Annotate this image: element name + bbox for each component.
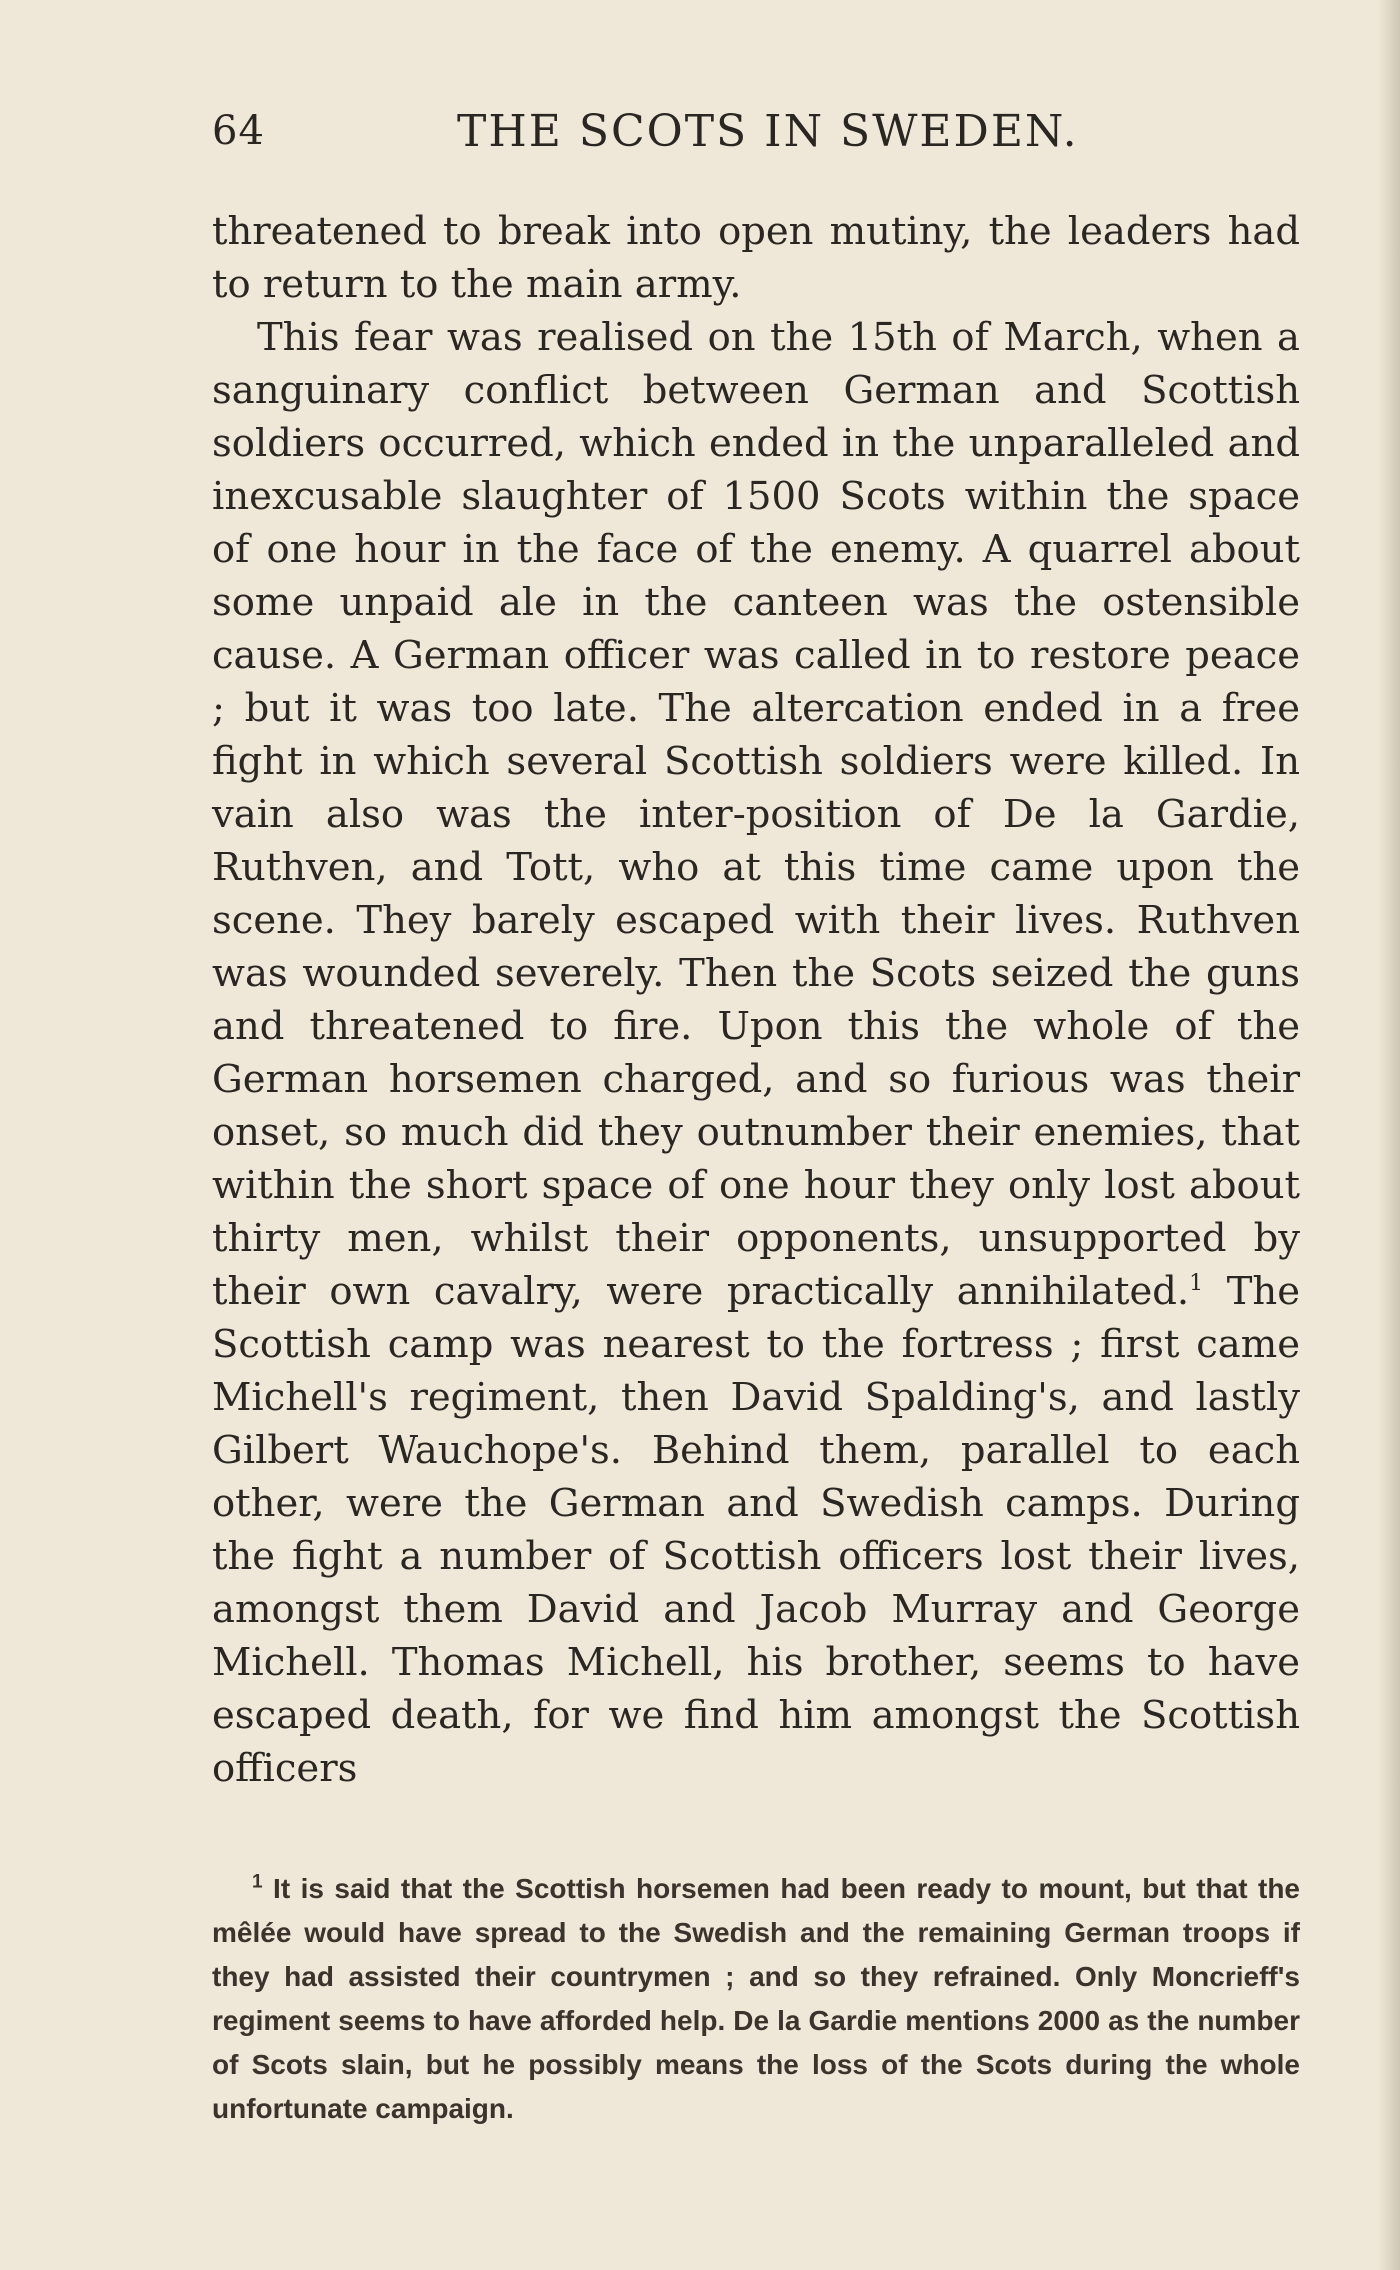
paragraph-continuation: threatened to break into open mutiny, the leaders had to return to the main army.: [212, 209, 1300, 307]
paragraph-march-conflict: [212, 311, 1300, 1795]
page-number: 64: [212, 108, 265, 154]
paragraph-text-main: This fear was realised on the 15th of March, when a sanguinary conflict between German and Scottish soldiers occurred, which ended in the unparalleled and inexcusable slaughter of 1500 Scots within the space of one hour in the face of the enemy. A quarrel about some unpaid ale in the canteen was the ostensible cause. A German officer was called in to restore peace ; but it was too late. The altercation ended in a free fight in which several Scottish soldiers were killed. In vain also was the inter-position of De la Gardie, Ruthven, and Tott, who at this time came upon the scene. They barely escaped with their lives. Ruthven was wounded severely. Then the Scots seized the guns and threatened to fire. Upon this the whole of the German horsemen charged, and so furious was their onset, so much did they outnumber their enemies, that within the short space of one hour they only lost about thirty men, whilst their opponents, unsupported by their own cavalry, were practically annihilated.: [212, 315, 1300, 1314]
footnote: [212, 1867, 1300, 2131]
footnote-reference: 1: [1189, 1271, 1204, 1297]
paragraph-text-rest: The Scottish camp was nearest to the fortress ; first came Michell's regiment, then David Spalding's, and lastly Gilbert Wauchope's. Behind them, parallel to each other, were the German and Swedish camps. During the fight a number of Scottish officers lost their lives, amongst them David and Jacob Murray and George Michell. Thomas Michell, his brother, seems to have escaped death, for we find him amongst the Scottish officers: [212, 1269, 1300, 1791]
page-header: [212, 100, 1300, 170]
footnote-text: It is said that the Scottish horsemen had been ready to mount, but that the mêlée would have spread to the Swedish and the remaining German troops if they had assisted their countrymen ; and so they refrained. Only Moncrieff's regiment seems to have afforded help. De la Gardie mentions 2000 as the number of Scots slain, but he possibly means the loss of the Scots during the whole unfortunate campaign.: [212, 1873, 1300, 2124]
page-edge-shading: [1378, 0, 1400, 2270]
body-text: [212, 205, 1300, 1795]
book-page: [212, 100, 1300, 2131]
footnote-marker: 1: [252, 1871, 263, 1893]
footnotes: [212, 1867, 1300, 2131]
running-title: THE SCOTS IN SWEDEN.: [457, 106, 1079, 157]
